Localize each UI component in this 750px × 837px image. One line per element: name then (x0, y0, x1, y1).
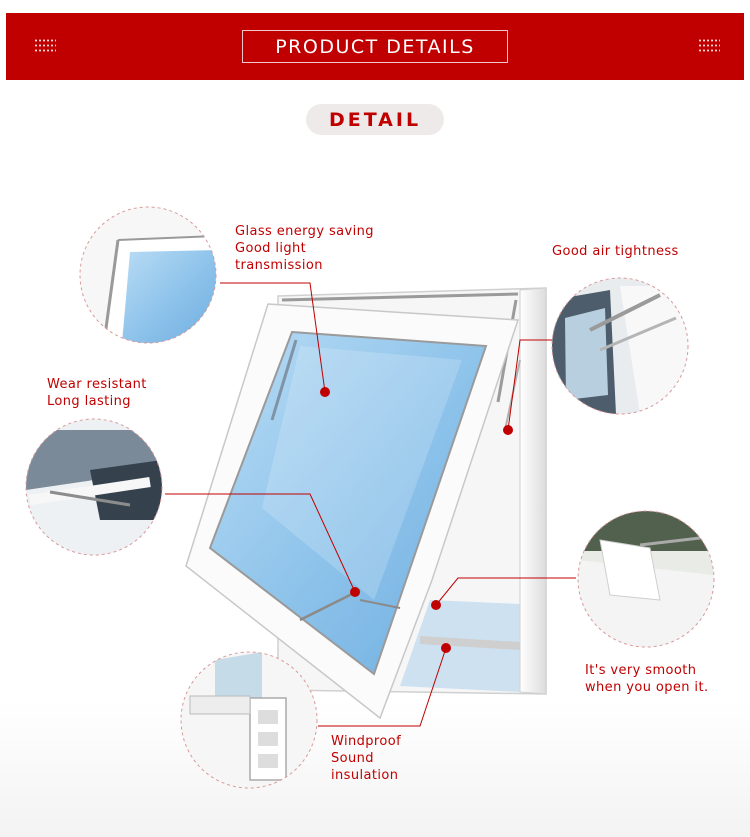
callout-windproof: Windproof Sound insulation (331, 734, 402, 783)
callout-smooth: It's very smooth when you open it. (585, 663, 709, 695)
zoom-arm (26, 419, 162, 555)
zoom-handle (578, 511, 714, 647)
callout-wear-resistant: Wear resistant Long lasting (47, 377, 147, 409)
zoom-hinge (552, 278, 688, 414)
zoom-profile (181, 652, 317, 788)
zoom-glass-corner (80, 207, 216, 343)
page-title: PRODUCT DETAILS (242, 30, 508, 63)
callout-glass: Glass energy saving Good light transmission (235, 224, 374, 273)
callout-air-tightness: Good air tightness (552, 244, 679, 259)
section-tag: DETAIL (306, 104, 444, 135)
